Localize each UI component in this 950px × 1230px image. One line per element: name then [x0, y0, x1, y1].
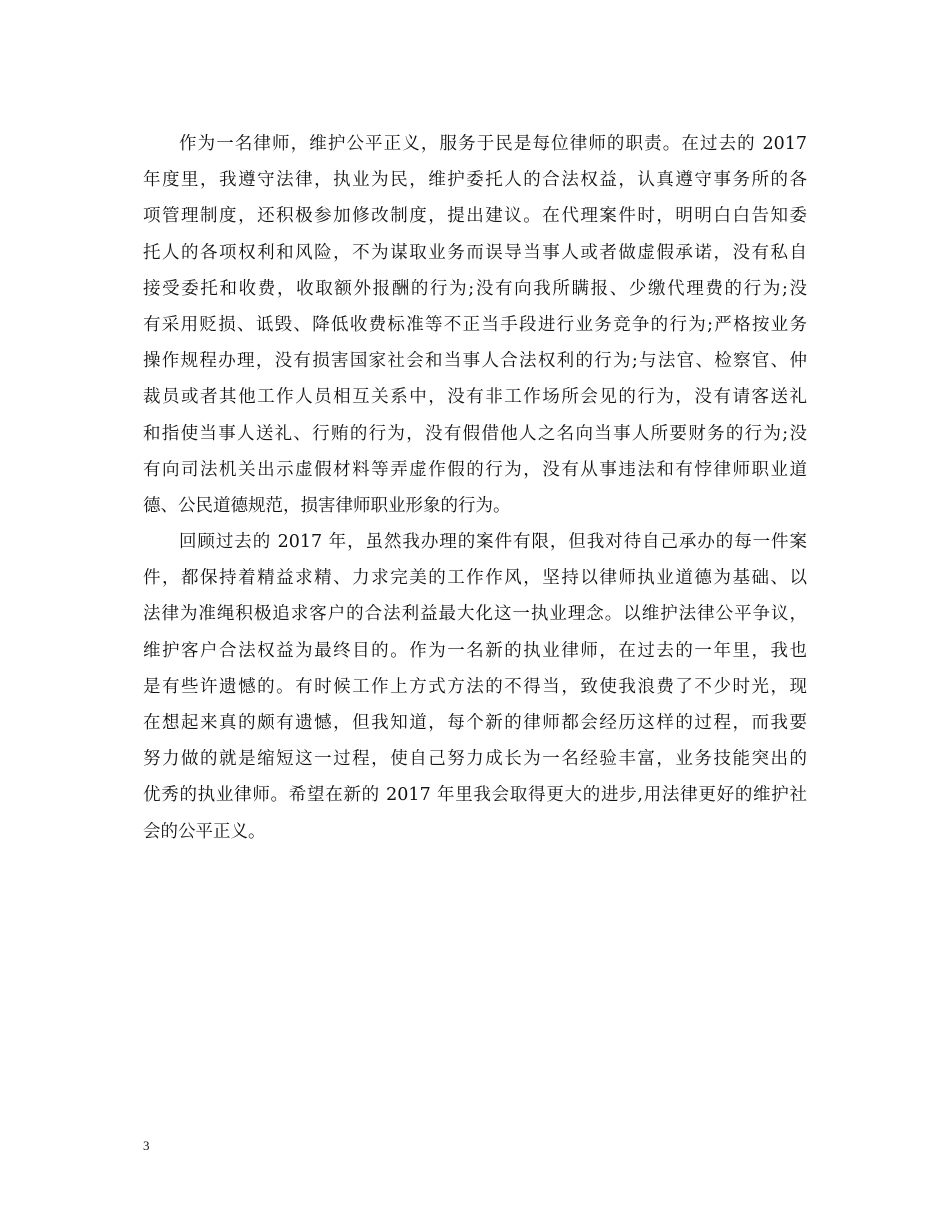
text-line: 年度里，我遵守法律，执业为民，维护委托人的合法权益，认真遵守事务所的各	[143, 170, 807, 191]
paragraph-1	[143, 126, 807, 524]
text-line: 作为一名律师，维护公平正义，服务于民是每位律师的职责。在过去的 2017	[179, 134, 807, 154]
text-line: 法律为准绳积极追求客户的合法利益最大化这一执业理念。以维护法律公平争议，	[143, 604, 807, 625]
text-line: 托人的各项权利和风险，不为谋取业务而误导当事人或者做虚假承诺，没有私自	[143, 242, 807, 263]
document-body	[143, 126, 807, 850]
text-line: 接受委托和收费，收取额外报酬的行为;没有向我所瞒报、少缴代理费的行为;没	[143, 278, 807, 299]
text-line: 回顾过去的 2017 年，虽然我办理的案件有限，但我对待自己承办的每一件案	[179, 532, 807, 553]
text-line: 和指使当事人送礼、行贿的行为，没有假借他人之名向当事人所要财务的行为;没	[143, 423, 807, 444]
text-line: 件，都保持着精益求精、力求完美的工作作风，坚持以律师执业道德为基础、以	[143, 568, 807, 589]
text-line: 是有些许遗憾的。有时候工作上方式方法的不得当，致使我浪费了不少时光，现	[143, 676, 807, 697]
text-line: 努力做的就是缩短这一过程，使自己努力成长为一名经验丰富，业务技能突出的	[143, 749, 807, 770]
text-line: 有采用贬损、诋毁、降低收费标准等不正当手段进行业务竞争的行为;严格按业务	[143, 314, 807, 335]
text-line: 在想起来真的颇有遗憾，但我知道，每个新的律师都会经历这样的过程，而我要	[143, 713, 807, 733]
text-line: 操作规程办理，没有损害国家社会和当事人合法权利的行为;与法官、检察官、仲	[143, 351, 807, 372]
paragraph-2	[143, 524, 807, 850]
text-line: 德、公民道德规范，损害律师职业形象的行为。	[143, 495, 511, 516]
text-line: 项管理制度，还积极参加修改制度，提出建议。在代理案件时，明明白白告知委	[143, 206, 807, 227]
text-line: 裁员或者其他工作人员相互关系中，没有非工作场所会见的行为，没有请客送礼	[143, 387, 807, 408]
text-line: 有向司法机关出示虚假材料等弄虚作假的行为，没有从事违法和有悖律师职业道	[143, 459, 807, 480]
page-number: 3	[143, 1138, 150, 1153]
text-line: 会的公平正义。	[143, 821, 266, 842]
text-line: 优秀的执业律师。希望在新的 2017 年里我会取得更大的进步,用法律更好的维护社	[143, 785, 807, 806]
text-line: 维护客户合法权益为最终目的。作为一名新的执业律师，在过去的一年里，我也	[143, 640, 807, 661]
